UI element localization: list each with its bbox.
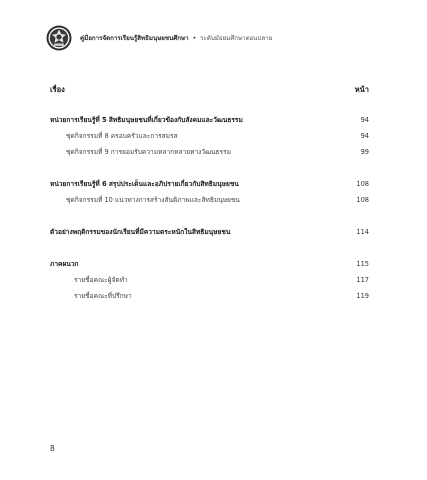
toc-entry-title: ตัวอย่างพฤติกรรมของนักเรียนที่มีความตระหนักในสิทธิมนุษยชน: [50, 228, 231, 236]
toc-entry-activity-9: [50, 147, 369, 158]
toc-entry-page: 115: [356, 260, 369, 268]
toc-entry-page: 94: [360, 116, 369, 124]
toc-entry-title: รายชื่อคณะผู้จัดทำ: [74, 276, 128, 284]
toc-entry-activity-8: [50, 131, 369, 142]
toc-entry-advisors: [50, 291, 369, 302]
page-header: [46, 24, 272, 52]
header-separator: •: [192, 35, 197, 42]
toc-entry-title: รายชื่อคณะที่ปรึกษา: [74, 292, 132, 300]
toc-entry-page: 108: [356, 196, 369, 204]
header-title: คู่มือการจัดการเรียนรู้สิทธิมนุษยชนศึกษา: [80, 35, 189, 42]
header-text: [80, 33, 272, 43]
toc-column-heading-page: หน้า: [354, 85, 369, 94]
toc-entry-appendix: [50, 259, 369, 270]
toc-entry-page: 94: [360, 132, 369, 140]
toc-entry-page: 99: [360, 148, 369, 156]
toc-entry-unit-6: [50, 179, 369, 190]
toc-entry-title: ชุดกิจกรรมที่ 10 แนวทางการสร้างสันติภาพและสิทธิมนุษยชน: [66, 196, 240, 204]
toc-entry-activity-10: [50, 195, 369, 206]
toc-column-heading-topic: เรื่อง: [50, 85, 65, 94]
page-number: 8: [50, 444, 55, 453]
toc-entry-unit-5: [50, 115, 369, 126]
toc-entry-authors: [50, 275, 369, 286]
header-subtitle: ระดับมัธยมศึกษาตอนปลาย: [200, 35, 273, 42]
toc-entry-behavior-examples: [50, 227, 369, 238]
toc-entry-title: ภาคผนวก: [50, 260, 79, 268]
toc-entry-page: 119: [356, 292, 369, 300]
toc-entry-page: 117: [356, 276, 369, 284]
toc-entry-page: 114: [356, 228, 369, 236]
toc-entry-title: ชุดกิจกรรมที่ 9 การยอมรับความหลากหลายทางวัฒนธรรม: [66, 148, 231, 156]
emblem-logo-icon: [46, 25, 72, 51]
toc-entry-title: หน่วยการเรียนรู้ที่ 5 สิทธิมนุษยชนที่เกี่ยวข้องกับสังคมและวัฒนธรรม: [50, 116, 243, 124]
toc-entry-title: หน่วยการเรียนรู้ที่ 6 สรุปประเด็นและอภิปรายเกี่ยวกับสิทธิมนุษยชน: [50, 180, 239, 188]
toc-entry-page: 108: [356, 180, 369, 188]
toc-entry-title: ชุดกิจกรรมที่ 8 ครอบครัวและการสมรส: [66, 132, 178, 140]
